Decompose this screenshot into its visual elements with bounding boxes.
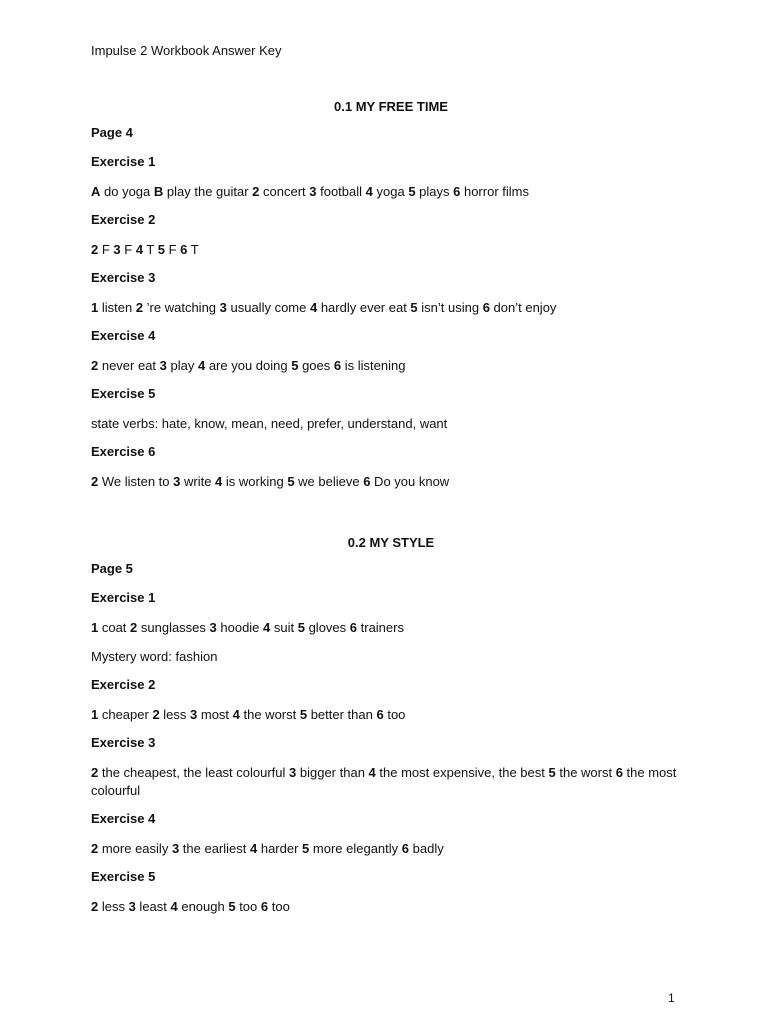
section-my-free-time: [91, 99, 691, 502]
item-number: 6: [260, 899, 269, 914]
exercise-title: Exercise 5: [91, 386, 156, 401]
item-number: 2: [130, 620, 138, 635]
item-number: 5: [302, 841, 310, 856]
page-number: 1: [668, 991, 675, 1005]
answer-line: [91, 648, 691, 666]
item-number: 2: [135, 300, 144, 315]
document-header: Impulse 2 Workbook Answer Key: [91, 43, 282, 58]
exercise-title: Exercise 6: [91, 444, 156, 459]
item-number: 3: [219, 300, 227, 315]
item-number: 3: [190, 707, 198, 722]
item-number: 5: [287, 474, 295, 489]
item-number: A: [91, 184, 101, 199]
item-number: 6: [482, 300, 490, 315]
answer-text: usually come: [226, 300, 310, 315]
answer-text: gloves: [304, 620, 350, 635]
item-number: 2: [91, 899, 99, 914]
answer-line: [91, 840, 691, 858]
answer-text: harder: [257, 841, 303, 856]
answer-text: we believe: [294, 474, 364, 489]
answer-text: less: [159, 707, 191, 722]
answer-text: are you doing: [205, 358, 292, 373]
answer-line: [91, 357, 691, 375]
item-number: 2: [91, 841, 99, 856]
answer-text: F: [120, 242, 136, 257]
answer-text: horror films: [460, 184, 529, 199]
answer-text: the most expensive, the best: [375, 765, 549, 780]
item-number: 2: [91, 474, 99, 489]
exercise-title: Exercise 3: [91, 270, 156, 285]
answer-text: T: [187, 242, 199, 257]
answer-text: too: [268, 899, 290, 914]
item-number: 5: [157, 242, 165, 257]
answer-text: listen: [98, 300, 136, 315]
exercise-title: Exercise 1: [91, 590, 156, 605]
answer-text: write: [180, 474, 216, 489]
item-number: 3: [128, 899, 136, 914]
item-number: 3: [209, 620, 217, 635]
answer-text: yoga: [372, 184, 409, 199]
answer-text: concert: [259, 184, 310, 199]
item-number: 4: [170, 899, 178, 914]
item-number: 2: [91, 242, 99, 257]
answer-text: is working: [222, 474, 288, 489]
answer-line: [91, 706, 691, 724]
section-title: 0.2 MY STYLE: [347, 535, 435, 550]
item-number: 6: [333, 358, 342, 373]
answer-line: [91, 241, 691, 259]
exercise-list: [91, 154, 691, 491]
exercise-title: Exercise 2: [91, 677, 156, 692]
item-number: 1: [91, 620, 99, 635]
item-number: 4: [135, 242, 144, 257]
answer-text: football: [316, 184, 366, 199]
answer-text: don’t enjoy: [489, 300, 557, 315]
answer-text: too: [383, 707, 406, 722]
exercise-title: Exercise 4: [91, 328, 156, 343]
answer-text: the earliest: [179, 841, 250, 856]
answer-text: most: [197, 707, 233, 722]
item-number: 3: [289, 765, 297, 780]
item-number: 3: [159, 358, 167, 373]
item-number: 4: [309, 300, 318, 315]
answer-text: hardly ever eat: [317, 300, 411, 315]
exercise-title: Exercise 1: [91, 154, 156, 169]
answer-text: better than: [307, 707, 377, 722]
answer-text: plays: [415, 184, 454, 199]
item-number: 3: [309, 184, 317, 199]
answer-line: [91, 473, 691, 491]
item-number: 5: [299, 707, 308, 722]
exercise-title: Exercise 4: [91, 811, 156, 826]
item-number: 4: [263, 620, 271, 635]
item-number: 5: [548, 765, 556, 780]
answer-text: Do you know: [370, 474, 450, 489]
item-number: 6: [363, 474, 371, 489]
item-number: 4: [368, 765, 376, 780]
page-label: Page 5: [91, 561, 133, 576]
answer-line: [91, 415, 691, 433]
item-number: 3: [171, 841, 180, 856]
answer-text: cheaper: [98, 707, 153, 722]
item-number: 3: [113, 242, 121, 257]
answer-text: too: [235, 899, 261, 914]
answer-text: the most colourful: [91, 765, 677, 798]
answer-text: more easily: [98, 841, 172, 856]
answer-text: hoodie: [216, 620, 264, 635]
item-number: 6: [453, 184, 461, 199]
item-number: 1: [91, 707, 99, 722]
answer-text: least: [135, 899, 171, 914]
answer-text: the worst: [239, 707, 300, 722]
item-number: 2: [152, 707, 160, 722]
answer-text: ’re watching: [143, 300, 220, 315]
item-number: 5: [408, 184, 416, 199]
item-number: 4: [250, 841, 258, 856]
answer-text: badly: [409, 841, 444, 856]
answer-text: more elegantly: [309, 841, 402, 856]
answer-text: do yoga: [100, 184, 154, 199]
answer-text: bigger than: [296, 765, 369, 780]
item-number: 5: [228, 899, 236, 914]
page-label: Page 4: [91, 125, 133, 140]
answer-text: isn’t using: [417, 300, 483, 315]
answer-text: trainers: [357, 620, 404, 635]
item-number: 4: [232, 707, 240, 722]
answer-text: goes: [298, 358, 334, 373]
answer-text: Mystery word: fashion: [91, 649, 218, 664]
item-number: 5: [410, 300, 418, 315]
item-number: 5: [297, 620, 305, 635]
answer-text: T: [143, 242, 158, 257]
item-number: 6: [615, 765, 623, 780]
exercise-title: Exercise 3: [91, 735, 156, 750]
item-number: 4: [215, 474, 223, 489]
answer-text: coat: [98, 620, 131, 635]
item-number: B: [153, 184, 164, 199]
answer-text: F: [98, 242, 114, 257]
answer-line: [91, 183, 691, 201]
answer-text: the worst: [555, 765, 616, 780]
answer-text: is listening: [341, 358, 406, 373]
answer-text: play the guitar: [163, 184, 253, 199]
answer-text: play: [166, 358, 198, 373]
item-number: 6: [180, 242, 188, 257]
item-number: 1: [91, 300, 99, 315]
answer-line: [91, 619, 691, 637]
section-my-style: [91, 535, 691, 927]
answer-text: F: [164, 242, 181, 257]
answer-line: [91, 764, 691, 800]
exercise-list: [91, 590, 691, 916]
item-number: 2: [252, 184, 260, 199]
item-number: 2: [91, 358, 99, 373]
item-number: 4: [197, 358, 206, 373]
exercise-title: Exercise 5: [91, 869, 156, 884]
item-number: 6: [376, 707, 384, 722]
answer-text: the cheapest, the least colourful: [98, 765, 290, 780]
item-number: 6: [401, 841, 410, 856]
answer-text: never eat: [98, 358, 160, 373]
answer-text: state verbs: hate, know, mean, need, prefer, understand, want: [91, 416, 448, 431]
item-number: 4: [365, 184, 373, 199]
answer-text: We listen to: [98, 474, 174, 489]
item-number: 5: [291, 358, 299, 373]
answer-text: less: [98, 899, 129, 914]
answer-line: [91, 898, 691, 916]
exercise-title: Exercise 2: [91, 212, 156, 227]
answer-text: sunglasses: [137, 620, 210, 635]
item-number: 3: [173, 474, 181, 489]
answer-text: suit: [270, 620, 298, 635]
section-title: 0.1 MY FREE TIME: [334, 99, 448, 114]
answer-text: enough: [177, 899, 229, 914]
item-number: 6: [349, 620, 358, 635]
answer-line: [91, 299, 691, 317]
item-number: 2: [91, 765, 99, 780]
